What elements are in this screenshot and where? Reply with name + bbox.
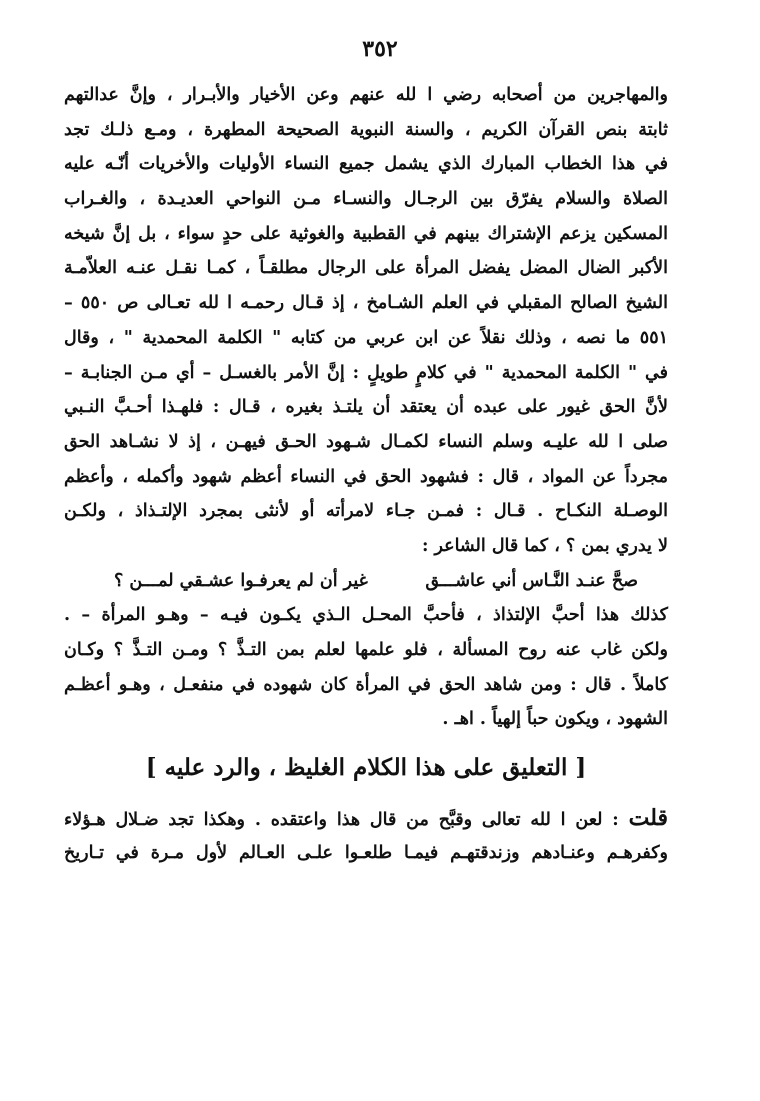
text-line: الوصـلة النكـاح . قـال : فمـن جـاء لامرأته أو لأنثى بمجرد الإلتـذاذ ، ولكـن xyxy=(64,501,668,522)
verse-first-hemistich: صحَّ عنـد النَّـاس أني عاشـــق xyxy=(425,570,638,591)
text-line: والمهاجرين من أصحابه رضي ا لله عنهم وعن الأخيار والأبـرار ، وإنَّ عدالتهم xyxy=(64,85,668,105)
page-number: ٣٥٢ xyxy=(362,36,398,62)
qult-label: قلت xyxy=(628,805,668,832)
body-text xyxy=(64,78,668,870)
text-line: صلى ا لله عليـه وسلم النساء لكمـال شـهود الحـق فيهـن ، إذ لا نشـاهد الحق xyxy=(64,431,668,452)
text-line: المسكين يزعم الإشتراك بينهم في القطبية والغوثية على حدٍ سواء ، بل إنَّ شيخه xyxy=(64,223,668,244)
closing-text: : لعن ا لله تعالى وقبَّح من قال هذا واعتقده . وهكذا تجد ضـلال هـؤلاء xyxy=(64,810,629,831)
text-line: الأكبر الضال المضل يفضل المرأة على الرجال مطلقـاً ، كمـا نقـل عنـه العلاّمـة xyxy=(64,258,668,279)
text-line: مجرداً عن المواد ، قال : فشهود الحق في النساء أعظم شهود وأكمله ، وأعظم xyxy=(64,466,668,487)
text-line: في هذا الخطاب المبارك الذي يشمل جميع النساء الأوليات والأخريات أنّـه عليه xyxy=(64,154,668,175)
text-line: كاملاً . قال : ومن شاهد الحق في المرأة كان شهوده في منفعـل ، وهـو أعظـم xyxy=(64,674,668,695)
text-line: كذلك هذا أحبَّ الإلتذاذ ، فأحبَّ المحـل الـذي يكـون فيـه – وهـو المرأة – . xyxy=(64,605,668,626)
text-line: وكفرهـم وعنـادهم وزندقتهـم فيمـا طلعـوا علـى العـالم لأول مـرة في تـاريخ xyxy=(64,842,668,863)
text-line: ٥٥١ ما نصه ، وذلك نقلاً عن ابن عربي من كتابه " الكلمة المحمدية " ، وقال xyxy=(64,327,668,348)
text-line: الصلاة والسلام يفرّق بين الرجـال والنسـاء مـن النواحي العديـدة ، والغـراب xyxy=(64,189,668,210)
verse-second-hemistich: غير أن لم يعرفـوا عشـقي لمـــن ؟ xyxy=(114,570,368,591)
text-line: ولكن غاب عنه روح المسألة ، فلو علمها لعلم بمن التـذَّ ؟ ومـن التـذَّ ؟ وكـان xyxy=(64,640,668,660)
text-line: الشيخ الصالح المقبلي في العلم الشـامخ ، إذ قـال رحمـه ا لله تعـالى ص ٥٥٠ – xyxy=(64,293,668,314)
poetry-verse xyxy=(64,564,668,599)
text-line: الشهود ، ويكون حباً إلهياً . اهـ . xyxy=(442,709,668,730)
text-line: ثابتة بنص القرآن الكريم ، والسنة النبوية الصحيحة المطهرة ، ومـع ذلـك تجد xyxy=(64,119,668,140)
section-heading: [ التعليق على هذا الكلام الغليظ ، والرد عليه ] xyxy=(145,754,587,782)
text-line: في " الكلمة المحمدية " في كلامٍ طويلٍ : إنَّ الأمر بالغسـل – أي مـن الجنابـة – xyxy=(64,362,668,383)
text-line xyxy=(64,801,668,836)
text-line: لأنَّ الحق غيور على عبده أن يعتقد أن يلتـذ بغيره ، قـال : فلهـذا أحـبَّ النـبي xyxy=(64,397,668,418)
text-line: لا يدري بمن ؟ ، كما قال الشاعر : xyxy=(421,535,668,556)
